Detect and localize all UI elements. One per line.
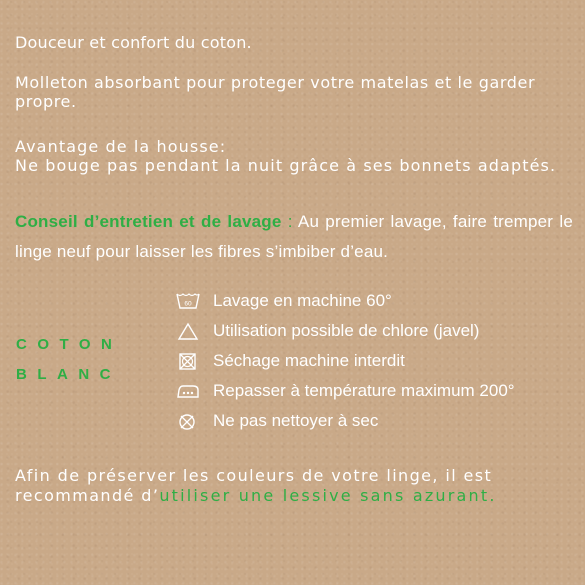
washing-tub-60-icon (175, 291, 201, 311)
absorbent-text: Molleton absorbant pour proteger votre matelas et le garder propre. (15, 73, 536, 111)
care-item-label: Utilisation possible de chlore (javel) (213, 321, 480, 340)
care-item-label: Séchage machine interdit (213, 351, 405, 370)
care-item-drying (175, 346, 515, 376)
care-item-ironing (175, 376, 515, 406)
advantage-text: Ne bouge pas pendant la nuit grâce à ses bonnets adaptés. (15, 156, 557, 175)
care-separator: : (281, 212, 298, 231)
fabric-label-line2: BLANC (16, 366, 121, 383)
care-heading: Conseil d’entretien et de lavage (15, 212, 282, 231)
care-text: Au premier lavage, faire tremper le linge neuf pour laisser les fibres s’imbiber d’eau. (15, 212, 573, 261)
care-item-label: Lavage en machine 60° (213, 291, 392, 310)
fabric-label (16, 330, 122, 390)
care-advice (15, 207, 573, 267)
care-instructions-list (175, 286, 515, 436)
footer-note (15, 466, 573, 506)
crossed-tumble-dry-icon (175, 351, 201, 371)
svg-text:60: 60 (184, 300, 192, 308)
advantage-title: Avantage de la housse: (15, 137, 227, 156)
care-item-label: Repasser à température maximum 200° (213, 381, 515, 400)
care-item-bleach (175, 316, 515, 346)
footer-text: Afin de préserver les couleurs de votre linge, il est recommandé d’ (15, 466, 493, 505)
care-item-dry-clean (175, 406, 515, 436)
intro-text: Douceur et confort du coton. (15, 33, 252, 52)
crossed-dry-clean-icon (175, 411, 201, 431)
care-item-washing (175, 286, 515, 316)
footer-highlight: utiliser une lessive sans azurant. (159, 486, 497, 505)
care-item-label: Ne pas nettoyer à sec (213, 411, 379, 430)
fabric-label-line1: COTON (16, 336, 123, 353)
triangle-bleach-icon (175, 321, 201, 341)
advantage-block (15, 137, 573, 175)
iron-high-temp-icon (175, 381, 201, 401)
